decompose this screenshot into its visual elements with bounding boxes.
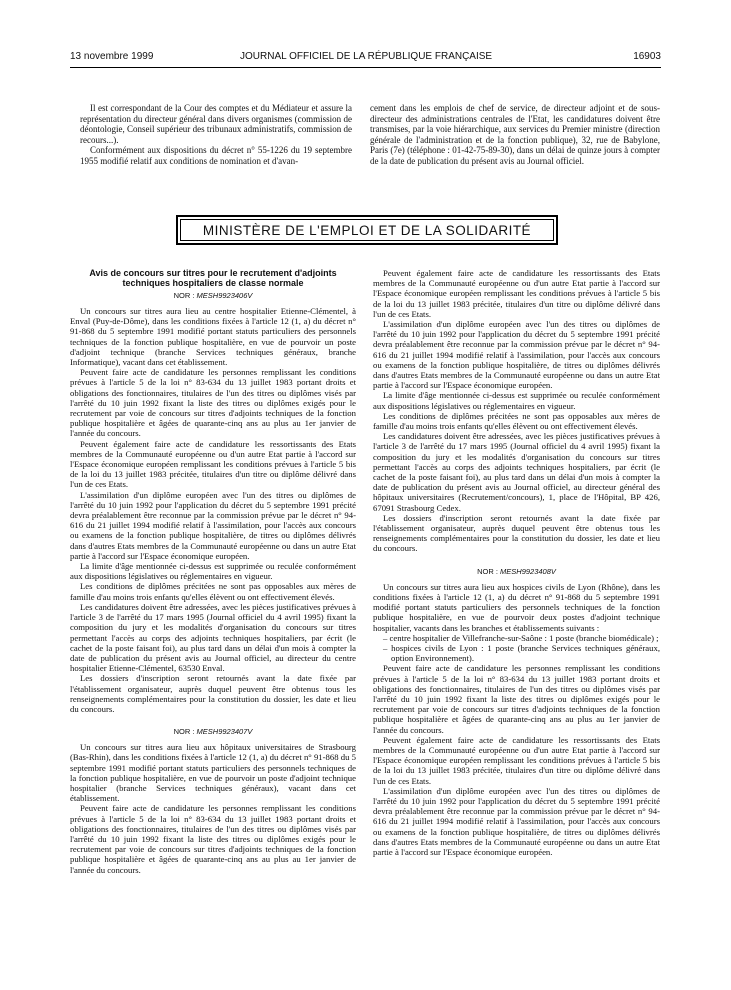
paragraph: Les candidatures doivent être adressées, avec les pièces justificatives prévues à l'article 3 de l'arrêté du 17 mars 1995 (Journal officiel du 4 avril 1995) fixant la composition du jury et les modalités d'organisation du concours sur titres permettant l'accès au corps des adjoints techniques hospitaliers, par écrit (le cachet de la poste faisant foi), au plus tard dans un délai d'un mois à compter la date de publication du présent avis au Journal officiel, au directeur du centre hospitalier Etienne-Clémentel, 63530 Enval. xyxy=(70,601,356,674)
establishment-list xyxy=(373,633,660,664)
paragraph: Un concours sur titres aura lieu aux hôpitaux universitaires de Strasbourg (Bas-Rhin), dans les conditions fixées à l'article 12 (1, a) du décret n° 91-868 du 5 septembre 1991 modifié portant statuts particuliers des personnels techniques de la fonction publique hospitalière, en vue de pourvoir un poste d'adjoint technique hospitalier (branche Services techniques généraux), vacant dans cet établissement. xyxy=(70,742,356,804)
top-left-column xyxy=(80,103,352,166)
left-column xyxy=(70,268,356,875)
paragraph: Peuvent également faire acte de candidature les ressortissants des Etats membres de la Communauté européenne ou d'un autre Etat partie à l'accord sur l'Espace économique européen remplissant les conditions prévues à l'article 5 bis de la loi du 13 juillet 1983 précitée, titulaires d'un titre ou diplôme délivré dans l'un de ces Etats. xyxy=(70,438,356,490)
paragraph: Peuvent également faire acte de candidature les ressortissants des Etats membres de la Communauté européenne ou d'un autre Etat partie à l'accord sur l'Espace économique européen remplissant les conditions prévues à l'article 5 bis de la loi du 13 juillet 1983 précitée, titulaires d'un titre ou diplôme délivré dans l'un de ces Etats. xyxy=(373,734,660,786)
paragraph: Les dossiers d'inscription seront retournés avant la date fixée par l'établissement organisateur, auprès duquel peuvent être obtenus tous les renseignements complémentaires pour la constitution du dossier, les date et lieu du concours. xyxy=(70,673,356,714)
header-journal-title: JOURNAL OFFICIEL DE LA RÉPUBLIQUE FRANÇAISE xyxy=(240,51,493,62)
nor-reference: NOR : MESH9923406V xyxy=(173,291,253,300)
paragraph: Conformément aux dispositions du décret n° 55-1226 du 19 septembre 1955 modifié relatif aux conditions de nomination et d'avan- xyxy=(80,145,352,166)
top-right-column xyxy=(370,103,660,166)
list-item: – hospices civils de Lyon : 1 poste (branche Services techniques généraux, option Environnement). xyxy=(383,642,660,664)
header-page-number: 16903 xyxy=(633,51,661,62)
paragraph: Peuvent faire acte de candidature les personnes remplissant les conditions prévues à l'article 5 de la loi n° 83-634 du 13 juillet 1983 portant droits et obligations des fonctionnaires, titulaires de l'un des titres ou diplômes visés par l'arrêté du 10 juin 1992 fixant la liste des titres ou diplômes exigés pour le recrutement par voie de concours sur titres d'adjoints techniques de la fonction publique hospitalière et âgées de quarante-cinq ans au plus au 1er janvier de l'année du concours. xyxy=(373,663,660,735)
page-header xyxy=(70,51,661,68)
paragraph: Les dossiers d'inscription seront retournés avant la date fixée par l'établissement organisateur, auprès duquel peuvent être obtenus tous les renseignements complémentaires pour la constitution du dossier, les date et lieu du concours. xyxy=(373,512,660,554)
nor-reference: NOR : MESH9923407V xyxy=(173,727,253,737)
paragraph: Un concours sur titres aura lieu au centre hospitalier Etienne-Clémentel, à Enval (Puy-de-Dôme), dans les conditions fixées à l'article 12 (1, a) du décret n° 91-868 du 5 septembre 1991 modifié portant statuts particuliers des personnels techniques de la fonction publique hospitalière, en vue de pourvoir un poste d'adjoint technique (branche Services techniques généraux, branche Informatique), vacant dans cet établissement. xyxy=(70,306,356,368)
paragraph: Peuvent faire acte de candidature les personnes remplissant les conditions prévues à l'article 5 de la loi n° 83-634 du 13 juillet 1983 portant droits et obligations des fonctionnaires, titulaires de l'un des titres ou diplômes visés par l'arrêté du 10 juin 1992 fixant la liste des titres ou diplômes exigés pour le recrutement par voie de concours sur titres d'adjoints techniques de la fonction publique hospitalière et âgées de quarante-cinq ans au plus au 1er janvier de l'année du concours. xyxy=(70,803,356,875)
paragraph: La limite d'âge mentionnée ci-dessus est supprimée ou reculée conformément aux dispositions législatives ou réglementaires en vigueur. xyxy=(373,390,660,411)
paragraph: Un concours sur titres aura lieu aux hospices civils de Lyon (Rhône), dans les conditions fixées à l'article 12 (1, a) du décret n° 91-868 du 5 septembre 1991 modifié portant statuts particuliers des personnels techniques de la fonction publique hospitalière, en vue de pourvoir deux postes d'adjoint technique hospitalier, vacants dans les branches et établissements suivants : xyxy=(373,581,660,633)
notice-title: Avis de concours sur titres pour le recrutement d'adjoints techniques hospitaliers de classe normale xyxy=(89,268,337,288)
nor-reference: NOR : MESH9923408V xyxy=(477,566,556,576)
paragraph: L'assimilation d'un diplôme européen avec l'un des titres ou diplômes de l'arrêté du 10 juin 1992 pour l'application du décret du 5 septembre 1991 précité devra préalablement être reconnue par la commission prévue par le décret n° 94-616 du 21 juillet 1994 modifié relatif à l'assimilation, pour l'accès aux concours ou examens de la fonction publique hospitalière, de titres ou diplômes délivrés dans d'autres Etats membres de la Communauté européenne ou dans un autre Etat partie à l'accord sur l'Espace économique européen. xyxy=(70,489,356,561)
paragraph: L'assimilation d'un diplôme européen avec l'un des titres ou diplômes de l'arrêté du 10 juin 1992 pour l'application du décret du 5 septembre 1991 précité devra préalablement être reconnue par la commission prévue par le décret n° 94-616 du 21 juillet 1994 modifié relatif à l'assimilation, pour l'accès aux concours ou examens de la fonction publique hospitalière, de titres ou diplômes délivrés dans d'autres Etats membres de la Communauté européenne ou dans un autre Etat partie à l'accord sur l'Espace économique européen. xyxy=(373,785,660,857)
paragraph: Les conditions de diplômes précitées ne sont pas opposables aux mères de famille d'au moins trois enfants qu'elles élèvent ou ont effectivement élevés. xyxy=(373,410,660,432)
paragraph: cement dans les emplois de chef de service, de directeur adjoint et de sous-directeur des administrations centrales de l'Etat, les candidatures doivent être transmises, par la voie hiérarchique, aux services du Premier ministre (direction générale de l'administration et de la fonction publique), 32, rue de Babylone, Paris (7e) (téléphone : 01-42-75-89-30), dans un délai de quinze jours à compter de la date de publication du présent avis au Journal officiel. xyxy=(370,103,660,166)
top-continuation xyxy=(70,103,660,183)
ministry-title: MINISTÈRE DE L'EMPLOI ET DE LA SOLIDARITÉ xyxy=(176,215,558,245)
paragraph: Les conditions de diplômes précitées ne sont pas opposables aux mères de famille d'au moins trois enfants qu'elles élèvent ou ont effectivement élevés. xyxy=(70,581,356,602)
list-item: – centre hospitalier de Villefranche-sur-Saône : 1 poste (branche biomédicale) ; xyxy=(383,632,659,643)
header-date: 13 novembre 1999 xyxy=(70,51,154,62)
paragraph: Peuvent faire acte de candidature les personnes remplissant les conditions prévues à l'article 5 de la loi n° 83-634 du 13 juillet 1983 portant droits et obligations des fonctionnaires, titulaires de l'un des titres ou diplômes visés par l'arrêté du 10 juin 1992 fixant la liste des titres ou diplômes exigés pour le recrutement par voie de concours sur titres d'adjoints techniques de la fonction publique hospitalière et âgées de quarante-cinq ans au plus au 1er janvier de l'année du concours. xyxy=(70,367,356,439)
paragraph: Il est correspondant de la Cour des comptes et du Médiateur et assure la représentation du directeur général dans divers organismes (commission de déontologie, Conseil supérieur des tribunaux administratifs, commission de recours...). xyxy=(80,103,352,145)
paragraph: L'assimilation d'un diplôme européen avec l'un des titres ou diplômes de l'arrêté du 10 juin 1992 pour l'application du décret du 5 septembre 1991 précité devra préalablement être reconnue par la commission prévue par le décret n° 94-616 du 21 juillet 1994 modifié relatif à l'assimilation, pour l'accès aux concours ou examens de la fonction publique hospitalière, de titres ou diplômes délivrés dans d'autres Etats membres de la Communauté européenne ou dans un autre Etat partie à l'accord sur l'Espace économique européen. xyxy=(373,319,660,391)
paragraph: La limite d'âge mentionnée ci-dessus est supprimée ou reculée conformément aux dispositions législatives ou réglementaires en vigueur. xyxy=(70,561,356,582)
right-column xyxy=(373,268,660,857)
paragraph: Les candidatures doivent être adressées, avec les pièces justificatives prévues à l'article 3 de l'arrêté du 17 mars 1995 (Journal officiel du 4 avril 1995) fixant la composition du jury et les modalités d'organisation du concours sur titres permettant l'accès au corps des adjoints techniques hospitaliers, par écrit (le cachet de la poste faisant foi), au plus tard dans un délai d'un mois à compter la date de publication du présent avis au Journal officiel, au directeur général des hôpitaux universitaires (Recrutement/concours), 1, place de l'Hôpital, BP 426, 67091 Strasbourg Cedex. xyxy=(373,431,660,513)
paragraph: Peuvent également faire acte de candidature les ressortissants des Etats membres de la Communauté européenne ou d'un autre Etat partie à l'accord sur l'Espace économique européen remplissant les conditions prévues à l'article 5 bis de la loi du 13 juillet 1983 précitée, titulaires d'un titre ou diplôme délivré dans l'un de ces Etats. xyxy=(373,268,660,319)
